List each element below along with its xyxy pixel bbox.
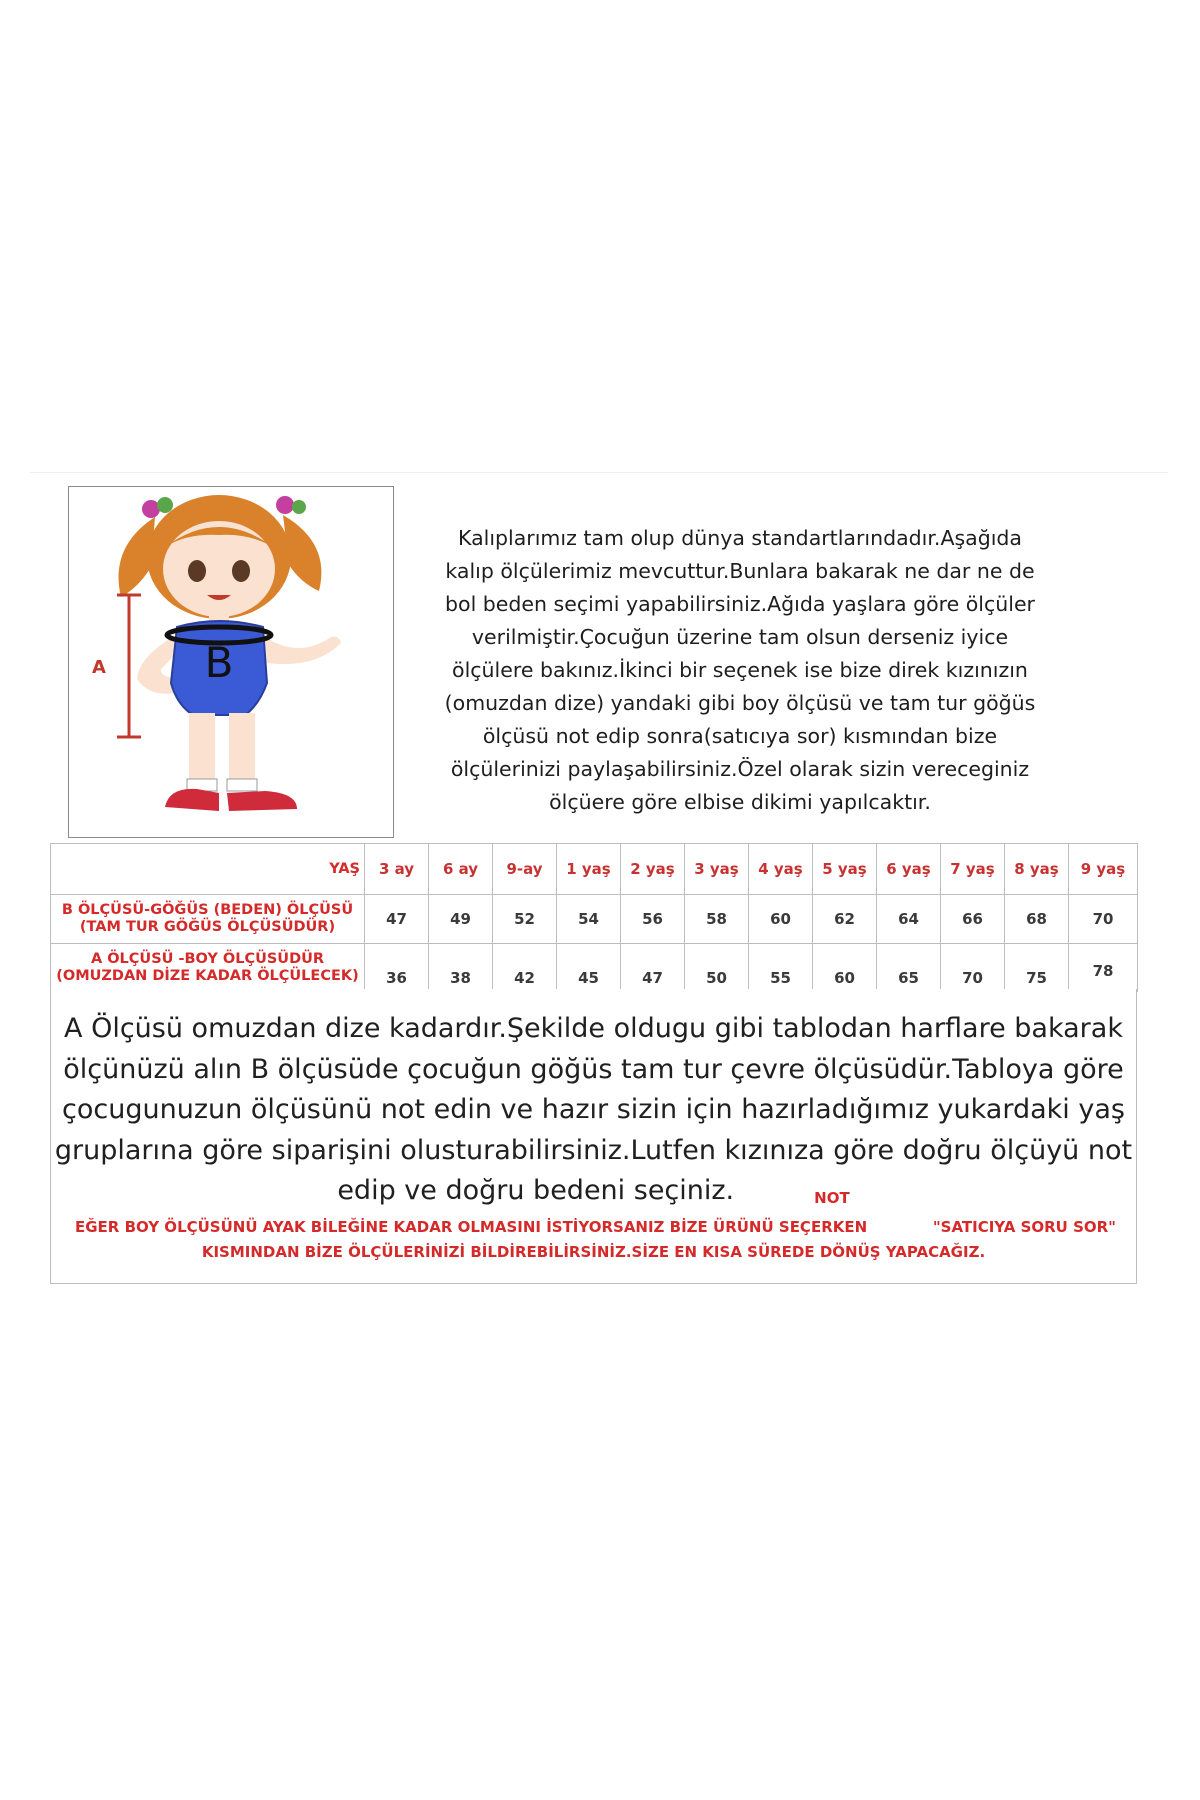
age-cell: 2 yaş (621, 844, 685, 895)
not-label: NOT (814, 1189, 850, 1207)
chest-value-cell: 49 (429, 895, 493, 944)
chest-value-cell: 58 (685, 895, 749, 944)
age-cell: 3 yaş (685, 844, 749, 895)
length-value-cell: 50 (685, 944, 749, 992)
age-row-label: YAŞ (51, 844, 365, 895)
chest-value-cell: 56 (621, 895, 685, 944)
age-cell: 4 yaş (749, 844, 813, 895)
child-measurement-illustration (68, 486, 394, 838)
chest-value-cell: 47 (365, 895, 429, 944)
face-shape (163, 521, 275, 617)
warning-line-1-left: EĞER BOY ÖLÇÜSÜNÜ AYAK BİLEĞİNE KADAR OLMASINI İSTİYORSANIZ BİZE ÜRÜNÜ SEÇERKEN (75, 1218, 868, 1236)
length-value-cell: 55 (749, 944, 813, 992)
age-cell: 9 yaş (1069, 844, 1138, 895)
chest-row-label (51, 895, 365, 944)
length-label-line1: A ÖLÇÜSÜ -BOY ÖLÇÜSÜDÜR (90, 950, 325, 967)
length-value-cell: 75 (1005, 944, 1069, 992)
right-shoe-icon (227, 791, 297, 811)
age-cell: 9-ay (493, 844, 557, 895)
length-value-cell: 47 (621, 944, 685, 992)
size-table (50, 843, 1138, 992)
warning-line-1-right: "SATICIYA SORU SOR" (932, 1218, 1116, 1236)
warning-text (51, 1215, 1136, 1265)
right-leg (229, 713, 255, 783)
length-value-cell: 45 (557, 944, 621, 992)
chest-label-line1: B ÖLÇÜSÜ-GÖĞÜS (BEDEN) ÖLÇÜSÜ (61, 902, 354, 918)
chest-value-cell: 60 (749, 895, 813, 944)
chest-value-cell: 52 (493, 895, 557, 944)
length-value-cell: 36 (365, 944, 429, 992)
left-leg (189, 713, 215, 783)
age-cell: 3 ay (365, 844, 429, 895)
right-sock (227, 779, 257, 791)
chest-label-line2: (TAM TUR GÖĞÜS ÖLÇÜSÜDÜR) (79, 919, 336, 935)
left-shoe-icon (165, 789, 219, 811)
notes-main-paragraph: A Ölçüsü omuzdan dize kadardır.Şekilde oldugu gibi tablodan harflare bakarak ölçünüzü alın B ölçüsüde çocuğun göğüs tam tur çevre ölçüsüdür.Tabloya göre çocugunuzun ölçüsünü not edin ve hazır sizin için hazırladığımız yukardaki yaş gruplarına göre siparişini olusturabilirsiniz.Lutfen kızınıza göre doğru ölçüyü not edip ve doğru bedeni seçiniz. (54, 1013, 1133, 1206)
girl-figure-drawing (69, 487, 393, 837)
length-row (51, 944, 1138, 992)
length-value-cell: 38 (429, 944, 493, 992)
intro-paragraph: Kalıplarımız tam olup dünya standartlarındadır.Aşağıda kalıp ölçülerimiz mevcuttur.Bunlara bakarak ne dar ne de bol beden seçimi yapabilirsiniz.Ağıda yaşlara göre ölçüler verilmiştir.Çocuğun üzerine tam olsun derseniz iyice ölçülere bakınız.İkinci bir seçenek ise bize direk kızınızın (omuzdan dize) yandaki gibi boy ölçüsü ve tam tur göğüs ölçüsü not edip sonra(satıcıya sor) kısmından bize ölçülerinizi paylaşabilirsiniz.Özel olarak sizin vereceginiz ölçüere göre elbise dikimi yapılcaktır. (444, 526, 1036, 814)
chest-value-cell: 62 (813, 895, 877, 944)
notes-box (50, 989, 1137, 1284)
age-cell: 8 yaş (1005, 844, 1069, 895)
age-cell: 1 yaş (557, 844, 621, 895)
label-b: B (204, 638, 234, 687)
chest-value-cell: 70 (1069, 895, 1138, 944)
chest-value-cell: 68 (1005, 895, 1069, 944)
left-pigtail (119, 517, 155, 597)
age-row (51, 844, 1138, 895)
left-bow-icon (142, 500, 160, 518)
chest-value-cell: 54 (557, 895, 621, 944)
age-cell: 6 ay (429, 844, 493, 895)
right-bow-icon (276, 496, 294, 514)
chest-value-cell: 64 (877, 895, 941, 944)
left-eye-icon (188, 560, 206, 582)
age-cell: 7 yaş (941, 844, 1005, 895)
right-arm (265, 637, 341, 665)
chest-value-cell: 66 (941, 895, 1005, 944)
warning-line-2: KISMINDAN BİZE ÖLÇÜLERİNİZİ BİLDİREBİLİRSİNİZ.SİZE EN KISA SÜREDE DÖNÜŞ YAPACAĞIZ. (201, 1243, 986, 1261)
right-bow-leaf-icon (292, 500, 306, 514)
right-eye-icon (232, 560, 250, 582)
notes-main-text (51, 1009, 1136, 1219)
left-bow-leaf-icon (157, 497, 173, 513)
age-cell: 5 yaş (813, 844, 877, 895)
age-cell: 6 yaş (877, 844, 941, 895)
length-value-cell: 60 (813, 944, 877, 992)
length-label-line2: (OMUZDAN DİZE KADAR ÖLÇÜLECEK) (56, 967, 359, 984)
chest-row (51, 895, 1138, 944)
length-value-cell: 70 (941, 944, 1005, 992)
length-value-cell: 42 (493, 944, 557, 992)
length-row-label (51, 944, 365, 992)
length-value-cell: 78 (1069, 944, 1138, 992)
label-a: A (92, 657, 106, 678)
right-pigtail (283, 515, 321, 591)
warning-line-1 (51, 1215, 1136, 1240)
length-value-cell: 65 (877, 944, 941, 992)
